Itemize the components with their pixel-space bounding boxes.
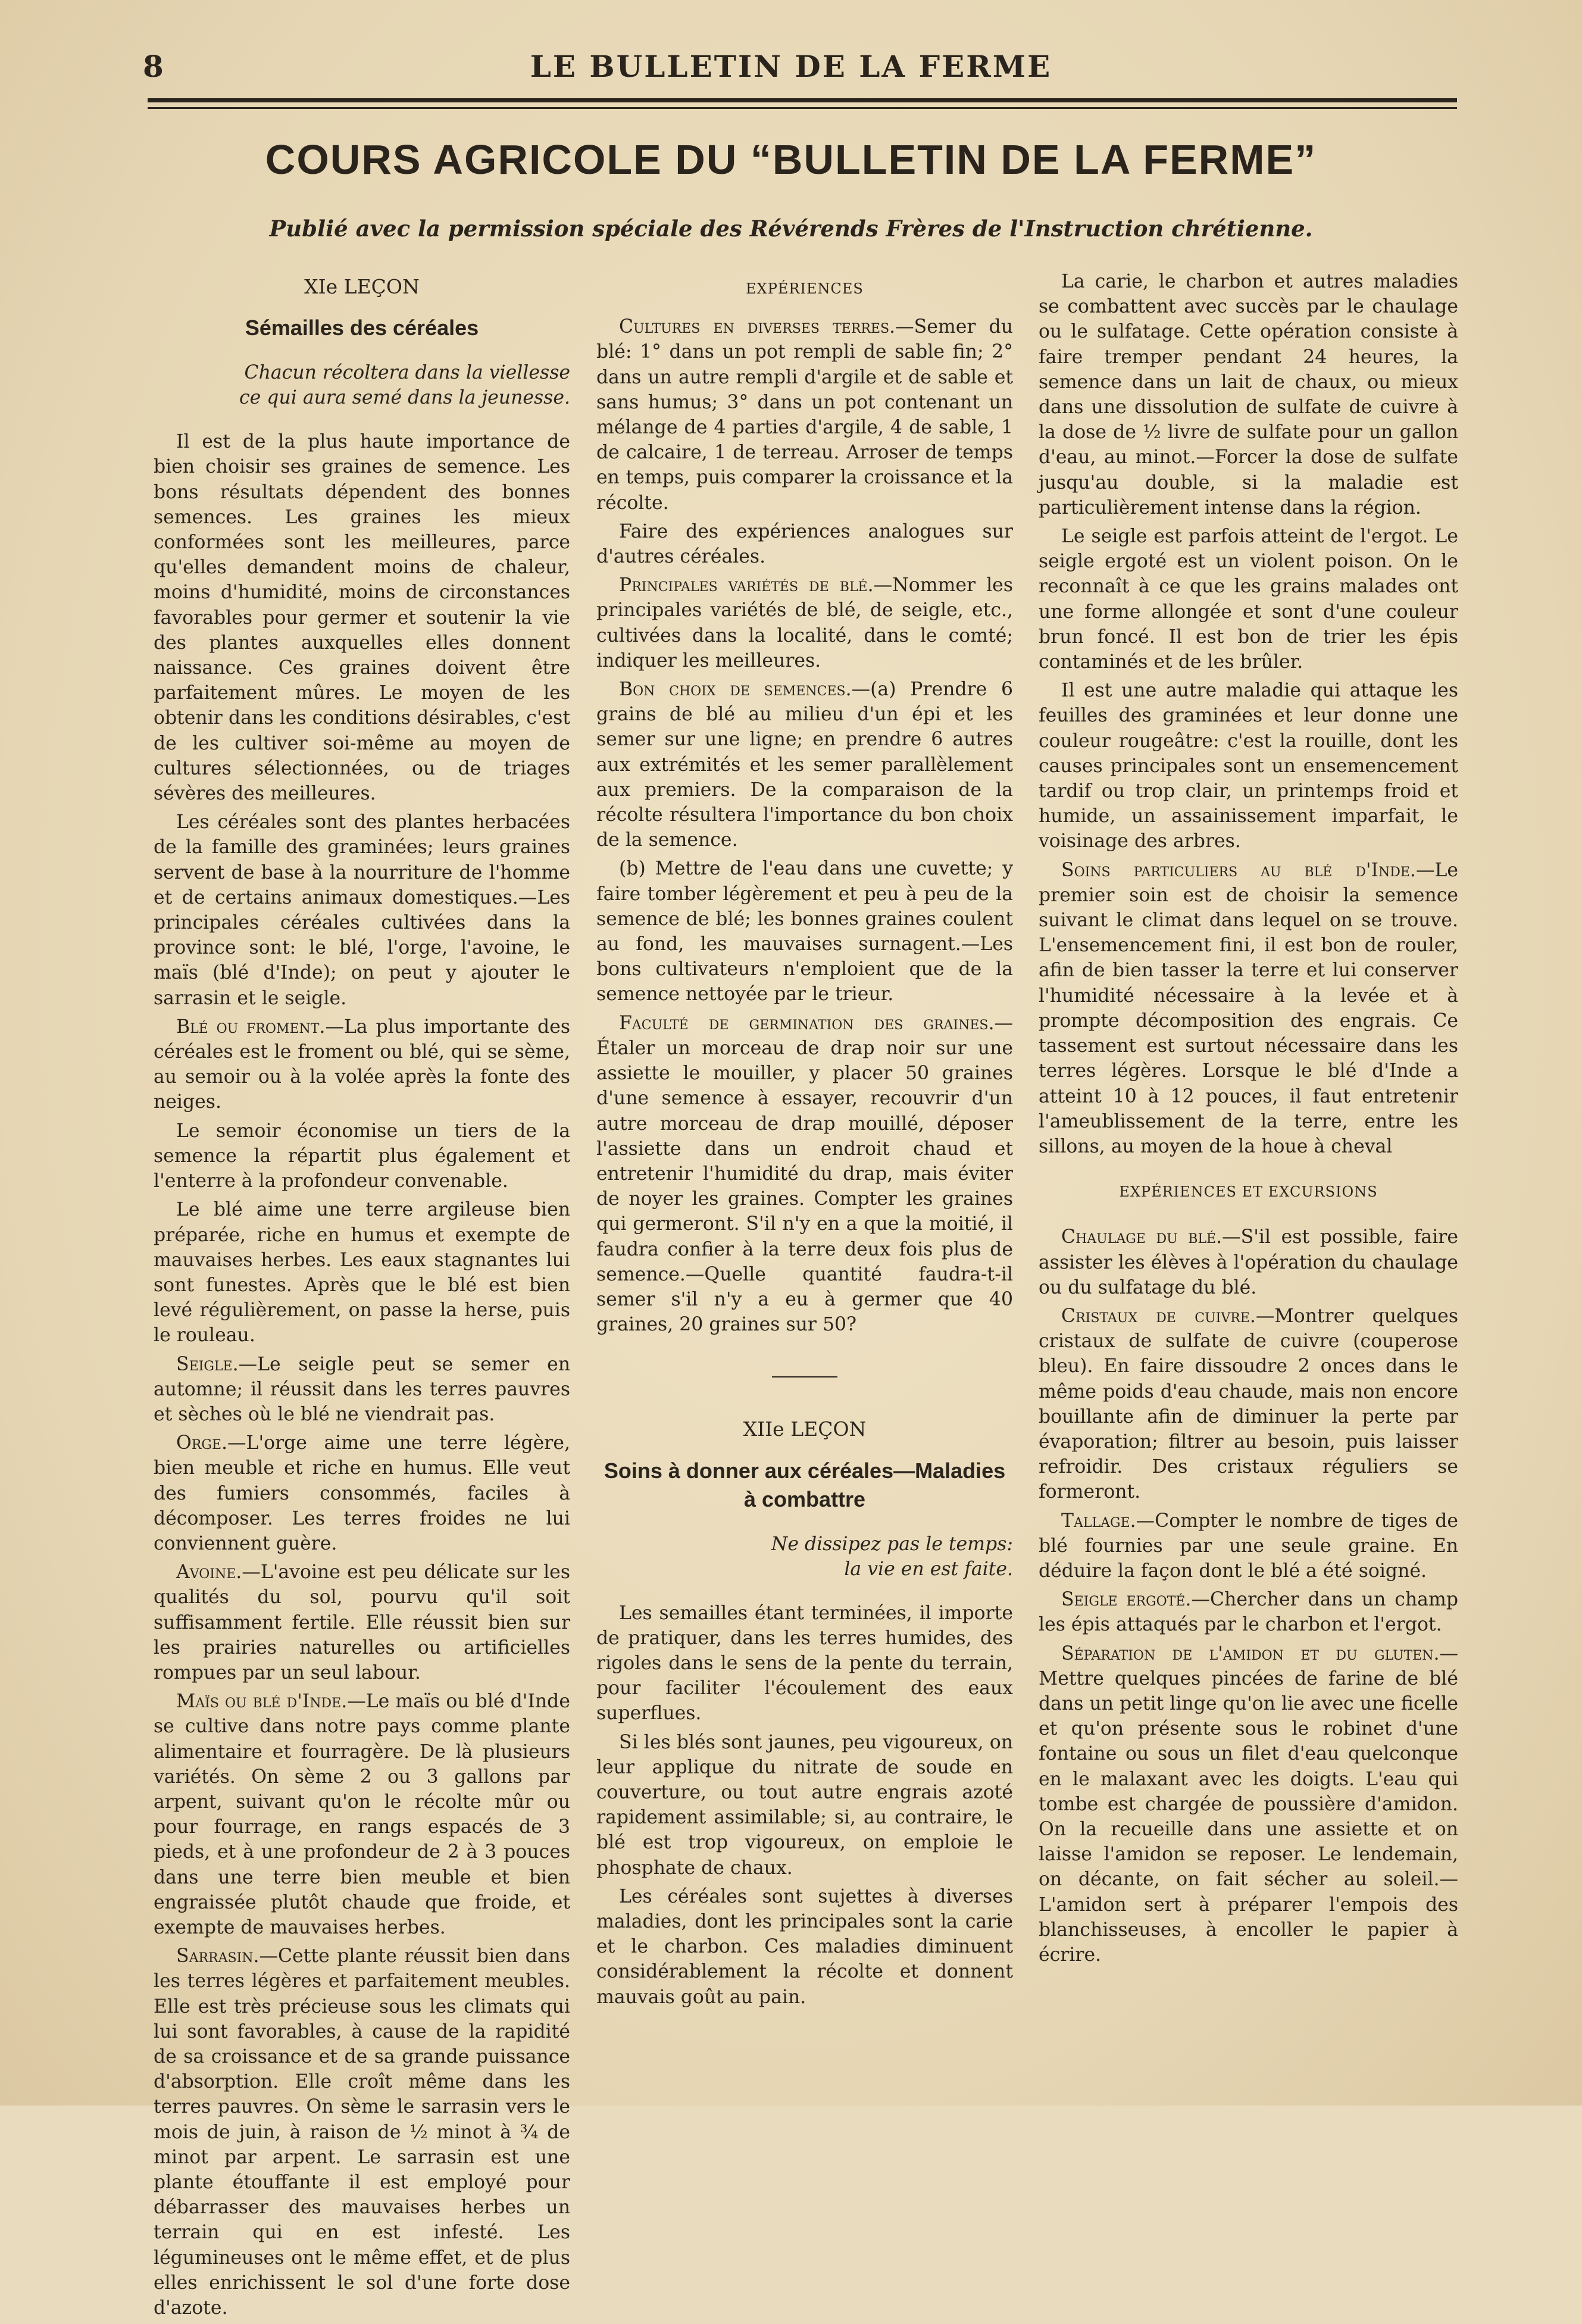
paragraph	[154, 1689, 570, 1940]
paragraph-text: —Semer du blé: 1° dans un pot rempli de sable fin; 2° dans un autre rempli d'argile et de sable et sans humus; 3° dans un pot contenant un mélange de 4 parties d'argile, 4 de sable, 1 de calcaire, 1 de terreau. Arroser de temps en temps, puis comparer la croissance et la récolte.	[596, 316, 1013, 514]
paragraph-text: —L'orge aime une terre légère, bien meuble et riche en humus. Elle veut des fumiers consommés, faciles à décomposer. Les terres froides ne lui conviennent guère.	[154, 1432, 570, 1554]
paragraph-text: —Le premier soin est de choisir la semence suivant le climat dans lequel on se trouve. L'ensemencement fini, il est bon de rouler, afin de bien tasser la terre et lui conserver l'humidité nécessaire à la levée et à prompte décomposition des engrais. Ce tassement est surtout nécessaire dans les terres légères. Lorsque le blé d'Inde a atteint 10 à 12 pouces, il faut entretenir l'ameublissement de la terre, entre les sillons, au moyen de la houe à cheval	[1039, 859, 1458, 1157]
lesson-label: XIIe LEÇON	[743, 1417, 867, 1441]
epigraph	[596, 1532, 1013, 1582]
paragraph-text: —(a) Prendre 6 grains de blé au milieu d'un épi et les semer sur une ligne; en prendre 6 autres aux extrémités et les semer parallèlement aux premiers. De la comparaison de la récolte résultera l'importance du bon choix de la semence.	[596, 679, 1013, 851]
paragraph-lead: Maïs ou blé d'Inde.	[176, 1691, 348, 1713]
paragraph	[1039, 1304, 1458, 1505]
header-rule-thin	[148, 107, 1457, 109]
paragraph	[1039, 858, 1458, 1159]
paragraph-lead: Seigle ergoté.	[1061, 1589, 1192, 1611]
paragraph: Faire des expériences analogues sur d'autres céréales.	[596, 520, 1013, 568]
epigraph	[154, 360, 570, 410]
paragraph	[596, 677, 1013, 852]
paragraph-text: —S'il est possible, faire assister les élèves à l'opération du chaulage ou du sulfatage du blé.	[1039, 1226, 1458, 1298]
section-heading: EXPÉRIENCES	[746, 280, 864, 297]
column-3	[1039, 269, 1458, 1971]
paragraph: Les céréales sont des plantes herbacées de la famille des graminées; leurs graines servent de base à la nourriture de l'homme et de certains animaux domestiques.—Les principales céréales cultivées dans la province sont: le blé, l'orge, l'avoine, le maïs (blé d'Inde); on peut y ajouter le sarrasin et le seigle.	[154, 811, 570, 1009]
paragraph-text: —Cette plante réussit bien dans les terres légères et parfaitement meubles. Elle est très précieuse sous les climats qui lui sont favorables, à cause de la rapidité de sa croissance et de sa grande puissance d'absorption. Elle croît même dans les terres pauvres. On sème le sarrasin vers le mois de juin, à raison de ½ minot à ¾ de minot par arpent. Le sarrasin est une plante étouffante il est employé pour débarrasser des mauvaises herbes un terrain qui en est infesté. Les légumineuses ont le même effet, et de plus elles enrichissent le sol d'une forte dose d'azote.	[154, 1945, 570, 2319]
paragraph: Le blé aime une terre argileuse bien préparée, riche en humus et exempte de mauvaises herbes. Les eaux stagnantes lui sont funestes. Après que le blé est bien levé régulièrement, on passe la herse, puis le rouleau.	[154, 1199, 570, 1347]
paragraph-lead: Chaulage du blé.	[1061, 1226, 1223, 1248]
column-1	[154, 271, 570, 2324]
paragraph	[154, 1430, 570, 1556]
paragraph	[154, 1944, 570, 2320]
paragraph	[596, 573, 1013, 673]
column-2	[596, 269, 1013, 2013]
paragraph-lead: Principales variétés de blé.	[619, 574, 874, 596]
page-subtitle: Publié avec la permission spéciale des Révérends Frères de l'Instruction chrétienne.	[269, 215, 1313, 242]
paragraph: Il est de la plus haute importance de bien choisir ses graines de semence. Les bons résultats dépendent des bonnes semences. Les graines les mieux conformées sont les meilleures, parce qu'elles demandent moins de chaleur, moins d'humidité, moins de circonstances favorables pour germer et soutenir la vie des plantes auxquelles elles donnent naissance. Ces graines doivent être parfaitement mûres. Le moyen de les obtenir dans les conditions désirables, c'est de les cultiver soi-même au moyen de cultures sélectionnées, ou de triages sévères des meilleures.	[154, 431, 570, 805]
paragraph: (b) Mettre de l'eau dans une cuvette; y faire tomber légèrement et peu à peu de la semence de blé; les bonnes graines coulent au fond, les mauvaises surnagent.—Les bons cultivateurs n'emploient que de la semence nettoyée par le trieur.	[596, 858, 1013, 1005]
paragraph-text: —Chercher dans un champ les épis attaqués par le charbon et l'ergot.	[1039, 1589, 1458, 1636]
section-heading: EXPÉRIENCES ET EXCURSIONS	[1119, 1183, 1378, 1201]
paragraph-text: —Montrer quelques cristaux de sulfate de cuivre (couperose bleu). En faire dissoudre 2 onces dans le même poids d'eau chaude, mais non encore bouillante afin de diminuer la perte par évaporation; filtrer au besoin, puis laisser refroidir. Des cristaux réguliers se formeront.	[1039, 1305, 1458, 1503]
paragraph-text: —La plus importante des céréales est le froment ou blé, qui se sème, au semoir ou à la volée après la fonte des neiges.	[154, 1016, 570, 1113]
running-head: LE BULLETIN DE LA FERME	[530, 49, 1052, 84]
paragraph: Le semoir économise un tiers de la semence la répartit plus également et l'enterre à la profondeur convenable.	[154, 1120, 570, 1192]
paragraph-text: —Le seigle peut se semer en automne; il réussit dans les terres pauvres et sèches où le blé ne viendrait pas.	[154, 1353, 570, 1425]
paragraph	[596, 1011, 1013, 1338]
paragraph	[1039, 1225, 1458, 1300]
paragraph	[154, 1352, 570, 1427]
paragraph	[1039, 1641, 1458, 1968]
paragraph-lead: Bon choix de semences.	[619, 679, 852, 701]
paragraph	[154, 1560, 570, 1685]
paragraph-lead: Avoine.	[176, 1561, 242, 1583]
section-separator	[772, 1376, 837, 1377]
header-rule	[148, 98, 1457, 102]
paragraph: Les céréales sont sujettes à diverses maladies, dont les principales sont la carie et le charbon. Ces maladies diminuent considérablement la récolte et donnent mauvais goût au pain.	[596, 1885, 1013, 2008]
paragraph-lead: Tallage.	[1061, 1510, 1136, 1532]
lesson-heading: Soins à donner aux céréales—Maladies à combattre	[604, 1458, 1006, 1511]
paragraph: Il est une autre maladie qui attaque les feuilles des graminées et leur donne une couleur rougeâtre: c'est la rouille, dont les causes principales sont un ensemencement tardif ou trop clair, un printemps froid et humide, un assainissement imparfait, le voisinage des arbres.	[1039, 680, 1458, 852]
paragraph-lead: Cultures en diverses terres.	[619, 316, 896, 338]
page-number: 8	[143, 49, 164, 84]
paragraph-lead: Faculté de germination des graines.	[619, 1012, 995, 1034]
epigraph-line: la vie en est faite.	[844, 1558, 1013, 1580]
paragraph-lead: Seigle.	[176, 1353, 239, 1375]
paragraph-lead: Blé ou froment.	[176, 1016, 326, 1038]
paragraph: Le seigle est parfois atteint de l'ergot. Le seigle ergoté est un violent poison. On le reconnaît à ce que les grains malades ont une forme allongée et sont d'une couleur brun foncé. Il est bon de trier les épis contaminés et de les brûler.	[1039, 526, 1458, 673]
paragraph-lead: Cristaux de cuivre.	[1061, 1305, 1256, 1327]
page-title: COURS AGRICOLE DU “BULLETIN DE LA FERME”	[265, 136, 1317, 183]
paragraph	[1039, 1508, 1458, 1584]
epigraph-line: ce qui aura semé dans la jeunesse.	[239, 387, 570, 409]
paragraph: Les semailles étant terminées, il importe de pratiquer, dans les terres humides, des rigoles dans le sens de la pente du terrain, pour faciliter l'écoulement des eaux superflues.	[596, 1602, 1013, 1725]
epigraph-line: Ne dissipez pas le temps:	[771, 1533, 1013, 1555]
lesson-heading: Sémailles des céréales	[245, 316, 479, 341]
paragraph-lead: Séparation de l'amidon et du gluten.	[1061, 1642, 1440, 1664]
paragraph-text: —Le maïs ou blé d'Inde se cultive dans notre pays comme plante alimentaire et fourragère. De là plusieurs variétés. On sème 2 ou 3 gallons par arpent, suivant qu'on le récolte mûr ou pour fourrage, en rangs espacés de 3 pieds, et à une profondeur de 2 à 3 pouces dans une terre bien meuble et bien engraissée plutôt chaude que froide, et exempte de mauvaises herbes.	[154, 1691, 570, 1938]
paragraph: La carie, le charbon et autres maladies se combattent avec succès par le chaulage ou le sulfatage. Cette opération consiste à faire tremper pendant 24 heures, la semence dans un lait de chaux, ou mieux dans une dissolution de sulfate de cuivre à la dose de ½ livre de sulfate pour un gallon d'eau, au minot.—Forcer la dose de sulfate jusqu'au double, si la maladie est particulièrement intense dans la région.	[1039, 271, 1458, 518]
paragraph	[1039, 1587, 1458, 1637]
epigraph-line: Chacun récoltera dans la viellesse	[244, 362, 570, 384]
paragraph-lead: Orge.	[176, 1432, 228, 1454]
paragraph-lead: Sarrasin.	[176, 1945, 260, 1967]
paragraph	[154, 1014, 570, 1115]
paragraph	[596, 314, 1013, 516]
paragraph-text: —Compter le nombre de tiges de blé fournies par une seule graine. En déduire la façon dont le blé a été soigné.	[1039, 1510, 1458, 1582]
lesson-label: XIe LEÇON	[304, 275, 420, 298]
paragraph-text: —L'avoine est peu délicate sur les qualités du sol, pourvu qu'il soit suffisamment fertile. Elle réussit bien sur les prairies naturelles ou artificielles rompues par un seul labour.	[154, 1561, 570, 1683]
paragraph-lead: Soins particuliers au blé d'Inde.	[1061, 859, 1416, 881]
paragraph: Si les blés sont jaunes, peu vigoureux, on leur applique du nitrate de soude en couverture, ou tout autre engrais azoté rapidement assimilable; si, au contraire, le blé est trop vigoureux, on emploie le phosphate de chaux.	[596, 1731, 1013, 1879]
paragraph-text: —Nommer les principales variétés de blé, de seigle, etc., cultivées dans la localité, dans le comté; indiquer les meilleures.	[596, 574, 1013, 671]
paragraph-text: —Mettre quelques pincées de farine de blé dans un petit linge qu'on lie avec une ficelle et qu'on présente sous le robinet d'une fontaine ou sous un filet d'eau quelconque en le malaxant avec les doigts. L'eau qui tombe est chargée de poussière d'amidon. On la recueille dans une assiette et on laisse l'amidon se reposer. Le lendemain, on décante, on fait sécher au soleil.—L'amidon sert à préparer l'empois des blanchisseuses, à encoller le papier à écrire.	[1039, 1642, 1458, 1966]
paragraph-text: —Étaler un morceau de drap noir sur une assiette le mouiller, y placer 50 graines d'une semence à essayer, recouvrir d'un autre morceau de drap mouillé, déposer l'assiette dans un endroit chaud et entretenir l'humidité du drap, mais éviter de noyer les graines. Compter les graines qui germeront. S'il n'y en a que la moitié, il faudra confier à la terre deux fois plus de semence.—Quelle quantité faudra-t-il semer s'il n'y a eu à germer que 40 graines, 20 graines sur 50?	[596, 1012, 1013, 1336]
